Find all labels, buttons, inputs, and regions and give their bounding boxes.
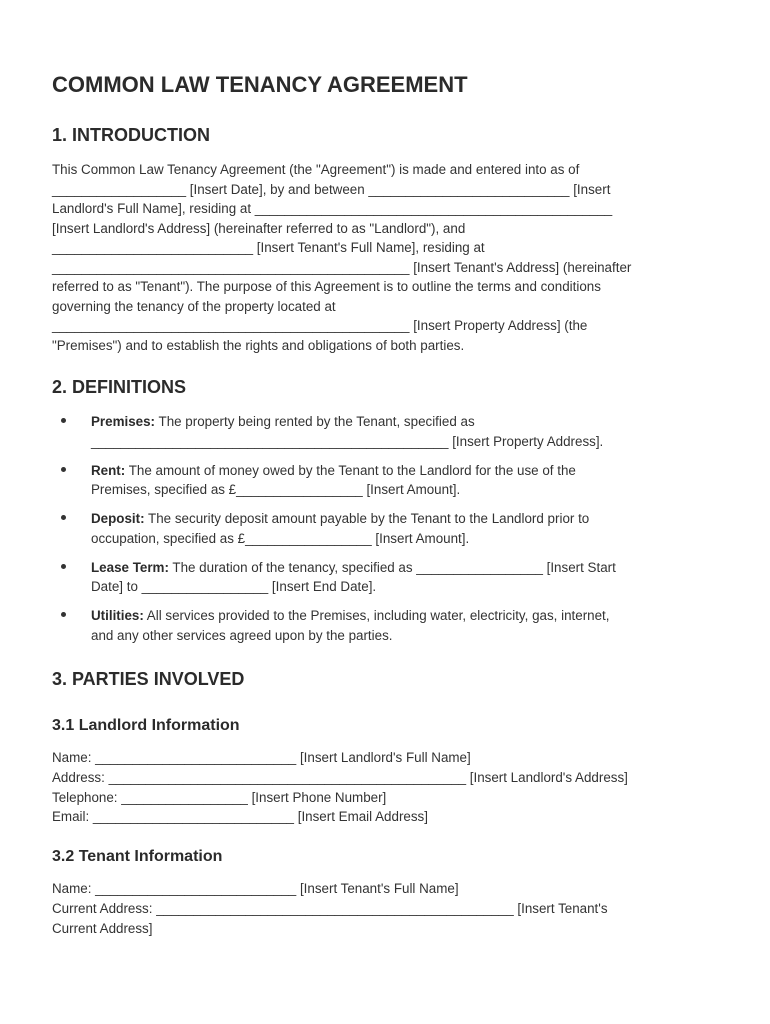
paragraph-line: Landlord's Full Name], residing at ________________________________________________ — [52, 201, 613, 216]
definition-term: Rent: — [91, 462, 126, 478]
bullet-dot-icon — [61, 515, 66, 520]
definition-text: The property being rented by the Tenant, specified as — [155, 414, 475, 429]
paragraph-line: ________________________________________________ [Insert Tenant's Address] (hereinafter — [52, 259, 632, 275]
tenant-address-line: Current Address: ________________________________________________ [Insert Tenant's — [52, 900, 608, 916]
section-heading-introduction: 1. INTRODUCTION — [52, 125, 211, 145]
landlord-information — [52, 748, 628, 827]
definition-text: The duration of the tenancy, specified as _________________ [Insert Start — [168, 559, 616, 575]
definition-text: Date] to _________________ [Insert End Date]. — [91, 579, 377, 594]
definition-text: The amount of money owed by the Tenant to the Landlord for the use of the — [125, 462, 576, 478]
paragraph-line: "Premises") and to establish the rights and obligations of both parties. — [52, 337, 465, 353]
definition-text: The security deposit amount payable by the Tenant to the Landlord prior to — [144, 511, 590, 526]
definition-text: All services provided to the Premises, including water, electricity, gas, internet, — [143, 608, 610, 623]
bullet-dot-icon — [61, 612, 66, 617]
definitions-list — [52, 412, 702, 655]
paragraph-line: ________________________________________________ [Insert Property Address] (the — [52, 318, 588, 333]
definition-text: Premises, specified as £_________________ [Insert Amount]. — [91, 482, 461, 497]
landlord-email-line: Email: ___________________________ [Insert Email Address] — [52, 809, 428, 825]
definition-term: Premises: — [91, 414, 156, 429]
bullet-dot-icon — [61, 467, 66, 472]
definition-item-premises — [52, 412, 702, 451]
tenant-name-line: Name: ___________________________ [Insert Tenant's Full Name] — [52, 881, 459, 896]
definition-item-deposit — [52, 509, 702, 548]
landlord-name-line: Name: ___________________________ [Insert Landlord's Full Name] — [52, 750, 471, 765]
definition-text: and any other services agreed upon by the parties. — [91, 627, 393, 643]
landlord-telephone-line: Telephone: _________________ [Insert Phone Number] — [52, 789, 387, 805]
bullet-dot-icon — [61, 418, 66, 423]
paragraph-line: ___________________________ [Insert Tenant's Full Name], residing at — [52, 240, 485, 255]
definition-item-utilities — [52, 606, 702, 645]
introduction-paragraph — [52, 160, 702, 355]
landlord-address-line: Address: ________________________________________________ [Insert Landlord's Address] — [52, 769, 628, 785]
section-heading-definitions: 2. DEFINITIONS — [52, 377, 187, 397]
paragraph-line: This Common Law Tenancy Agreement (the "Agreement") is made and entered into as of — [52, 162, 580, 177]
bullet-dot-icon — [61, 564, 66, 569]
document-title: COMMON LAW TENANCY AGREEMENT — [52, 72, 468, 97]
paragraph-line: [Insert Landlord's Address] (hereinafter referred to as "Landlord"), and — [52, 220, 466, 236]
definition-term: Lease Term: — [91, 559, 169, 575]
subsection-heading-tenant: 3.2 Tenant Information — [52, 848, 223, 865]
definition-text: occupation, specified as £_________________ [Insert Amount]. — [91, 530, 470, 546]
definition-term: Deposit: — [91, 511, 145, 526]
section-heading-parties: 3. PARTIES INVOLVED — [52, 669, 245, 689]
definition-term: Utilities: — [91, 608, 144, 623]
definition-item-rent — [52, 461, 702, 500]
tenant-information — [52, 879, 608, 938]
paragraph-line: referred to as "Tenant"). The purpose of this Agreement is to outline the terms and conditions — [52, 279, 601, 294]
definition-item-lease-term — [52, 558, 702, 597]
paragraph-line: __________________ [Insert Date], by and between ___________________________ [Insert — [52, 181, 611, 197]
paragraph-line: governing the tenancy of the property located at — [52, 298, 336, 314]
definition-text: ________________________________________________ [Insert Property Address]. — [91, 433, 604, 449]
tenant-address-line: Current Address] — [52, 920, 153, 936]
subsection-heading-landlord: 3.1 Landlord Information — [52, 717, 240, 734]
